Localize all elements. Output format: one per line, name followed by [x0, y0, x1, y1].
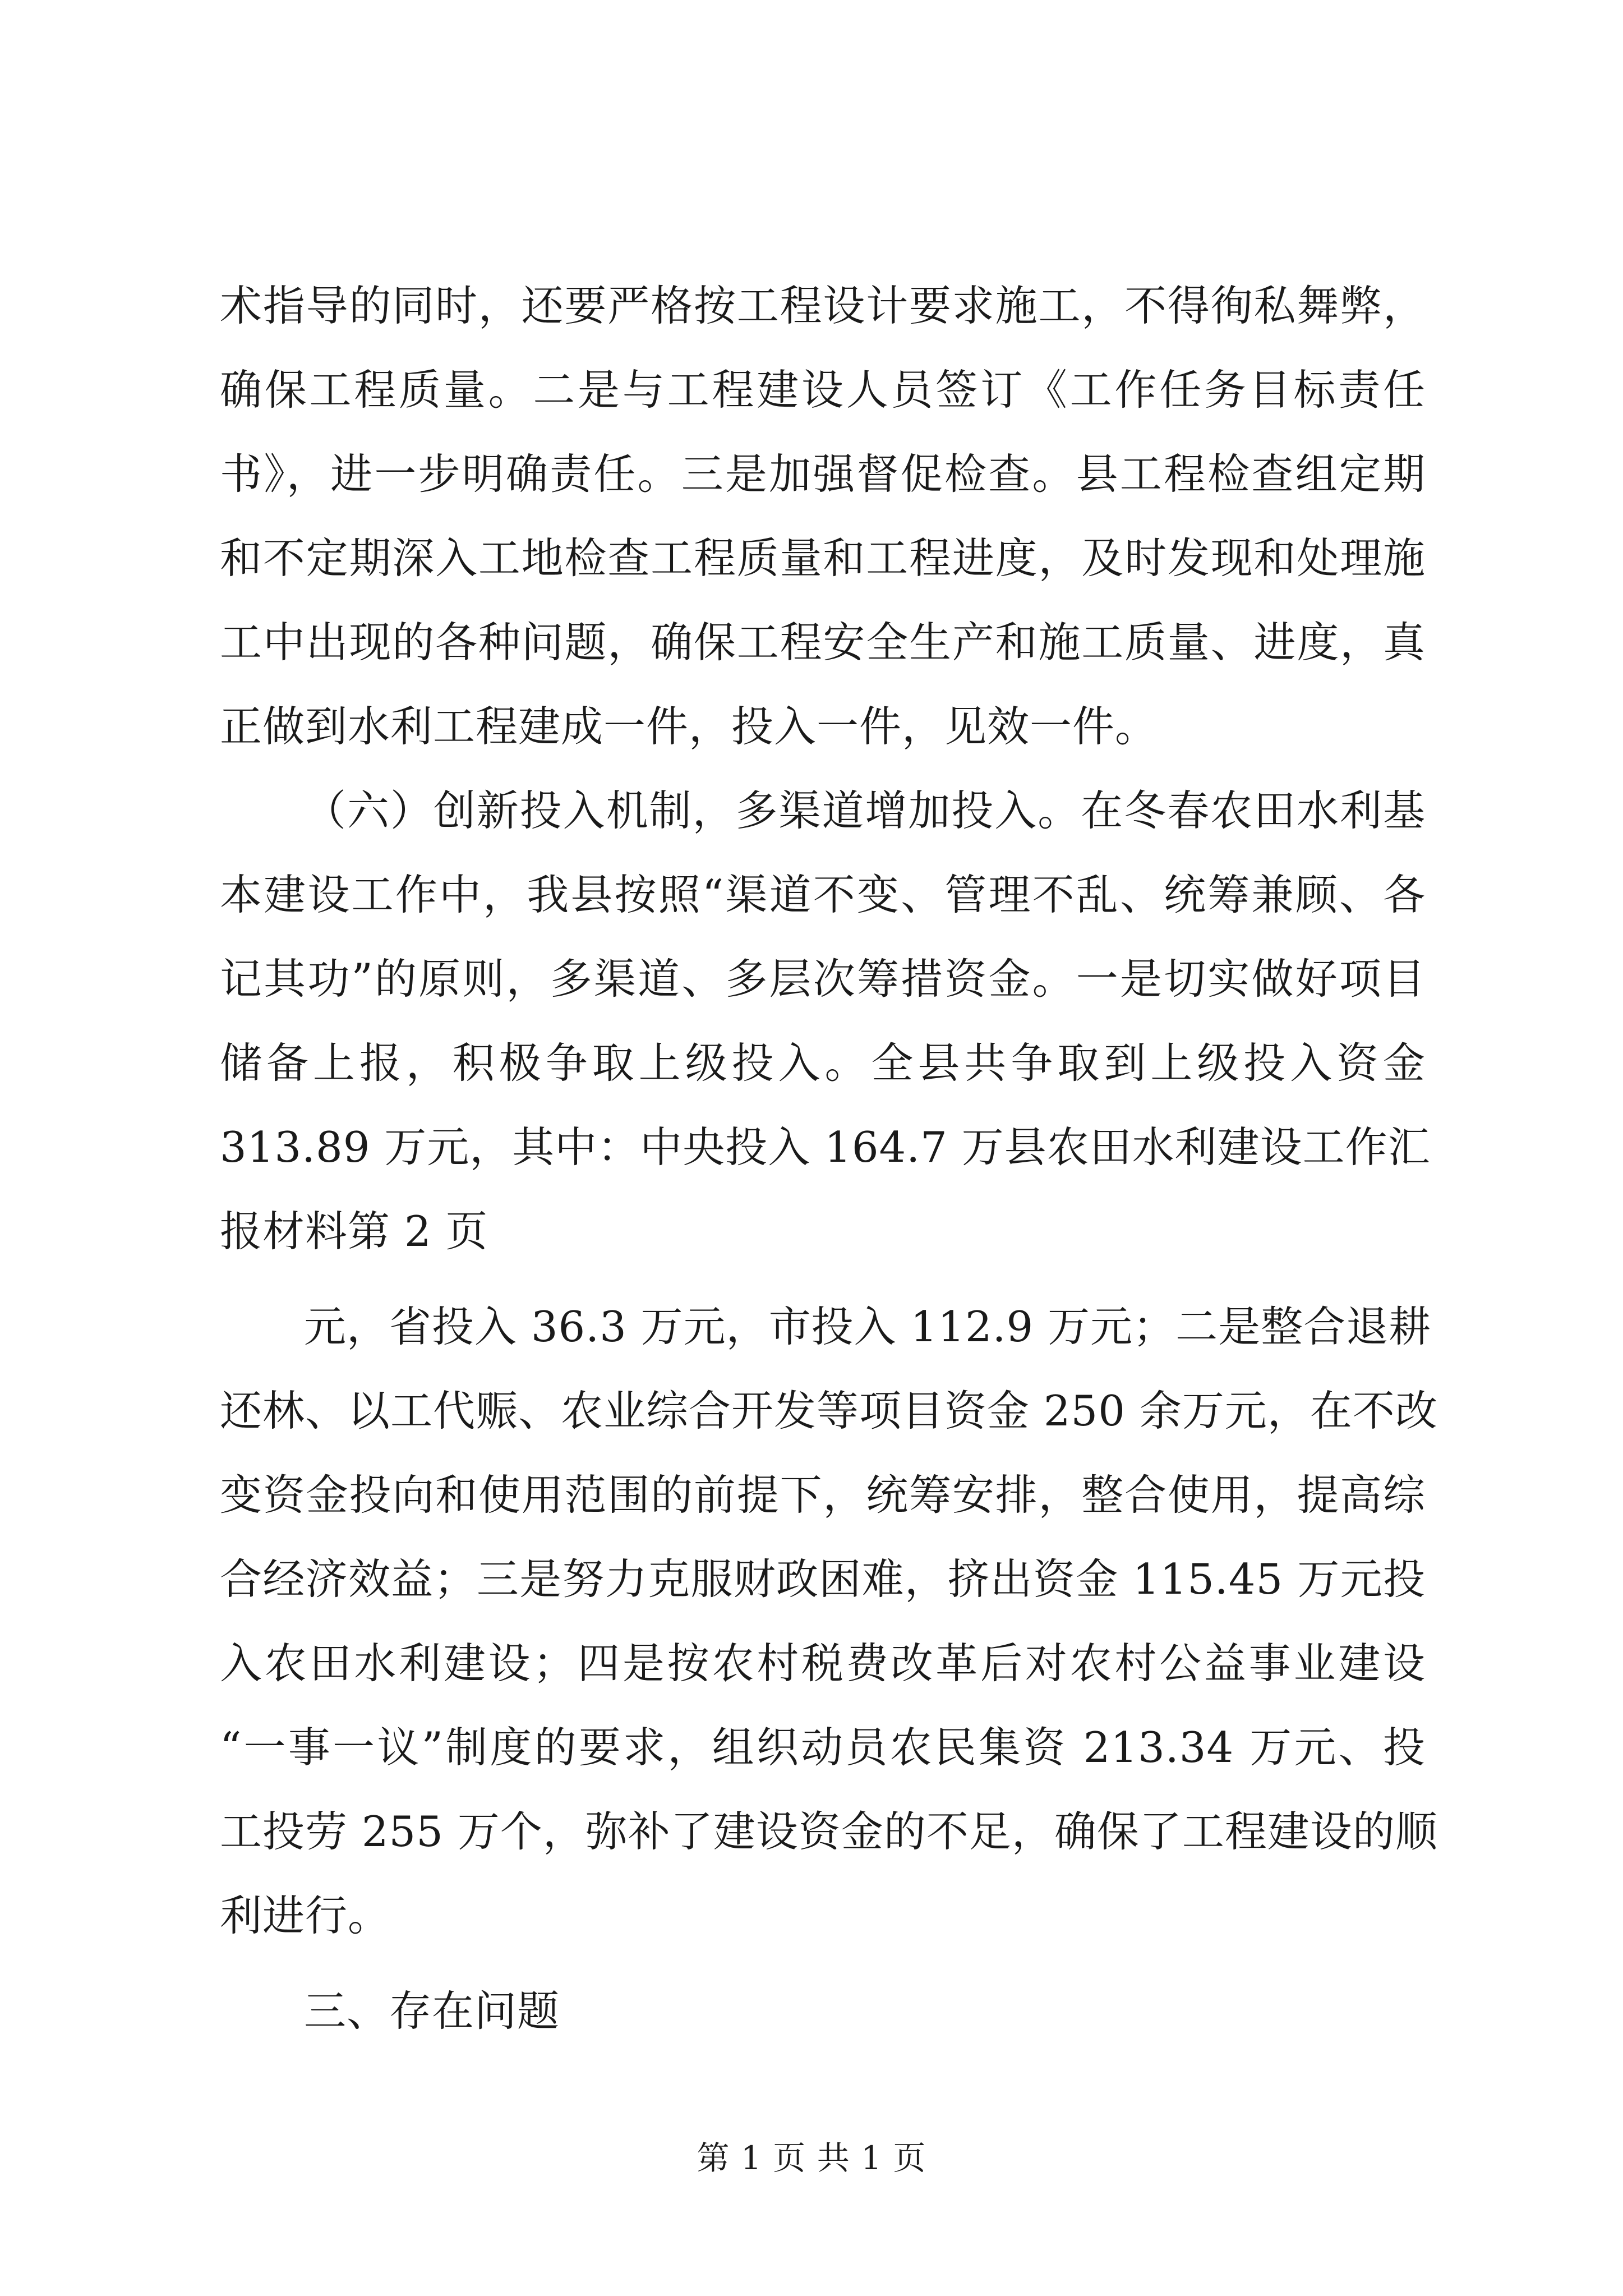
text-line: 本建设工作中，我县按照“渠道不变、管理不乱、统筹兼顾、各 [220, 870, 1426, 919]
text-line: 工投劳 255 万个，弥补了建设资金的不足，确保了工程建设的顺 [220, 1807, 1438, 1856]
text-line: 工中出现的各种问题，确保工程安全生产和施工质量、进度，真 [220, 618, 1426, 667]
text-line: 和不定期深入工地检查工程质量和工程进度，及时发现和处理施 [220, 533, 1426, 583]
text-line: 书》，进一步明确责任。三是加强督促检查。县工程检查组定期 [220, 449, 1426, 499]
paragraph-2 [220, 769, 1431, 1273]
text-line: “一事一议”制度的要求，组织动员农民集资 213.34 万元、投 [220, 1723, 1426, 1772]
text-line: 还林、以工代赈、农业综合开发等项目资金 250 余万元，在不改 [220, 1386, 1438, 1435]
page-footer: 第 1 页 共 1 页 [697, 2139, 926, 2177]
paragraph-3 [220, 1285, 1438, 1958]
document-body [220, 264, 1438, 2053]
text-line: 313.89 万元，其中：中央投入 164.7 万县农田水利建设工作汇 [220, 1122, 1431, 1172]
text-line: 报材料第 2 页 [220, 1207, 488, 1256]
paragraph-1 [220, 264, 1426, 769]
text-line: 确保工程质量。二是与工程建设人员签订《工作任务目标责任 [220, 365, 1426, 415]
text-line: 术指导的同时，还要严格按工程设计要求施工，不得徇私舞弊， [220, 281, 1426, 330]
text-line: 记其功”的原则，多渠道、多层次筹措资金。一是切实做好项目 [220, 954, 1426, 1004]
text-line: 元，省投入 36.3 万元，市投入 112.9 万元；二是整合退耕 [304, 1302, 1432, 1351]
text-line: 正做到水利工程建成一件，投入一件，见效一件。 [220, 702, 1158, 751]
text-line: 储备上报，积极争取上级投入。全县共争取到上级投入资金 [220, 1038, 1426, 1088]
spacer [220, 1958, 1426, 1969]
section-heading: 三、存在问题 [304, 1986, 560, 2036]
text-line: 合经济效益；三是努力克服财政困难，挤出资金 115.45 万元投 [220, 1554, 1426, 1604]
text-line: 变资金投向和使用范围的前提下，统筹安排，整合使用，提高综 [220, 1470, 1426, 1520]
text-line: （六）创新投入机制，多渠道增加投入。在冬春农田水利基 [304, 786, 1426, 835]
spacer [220, 1273, 1426, 1285]
text-line: 入农田水利建设；四是按农村税费改革后对农村公益事业建设 [220, 1639, 1426, 1688]
text-line: 利进行。 [220, 1891, 391, 1940]
